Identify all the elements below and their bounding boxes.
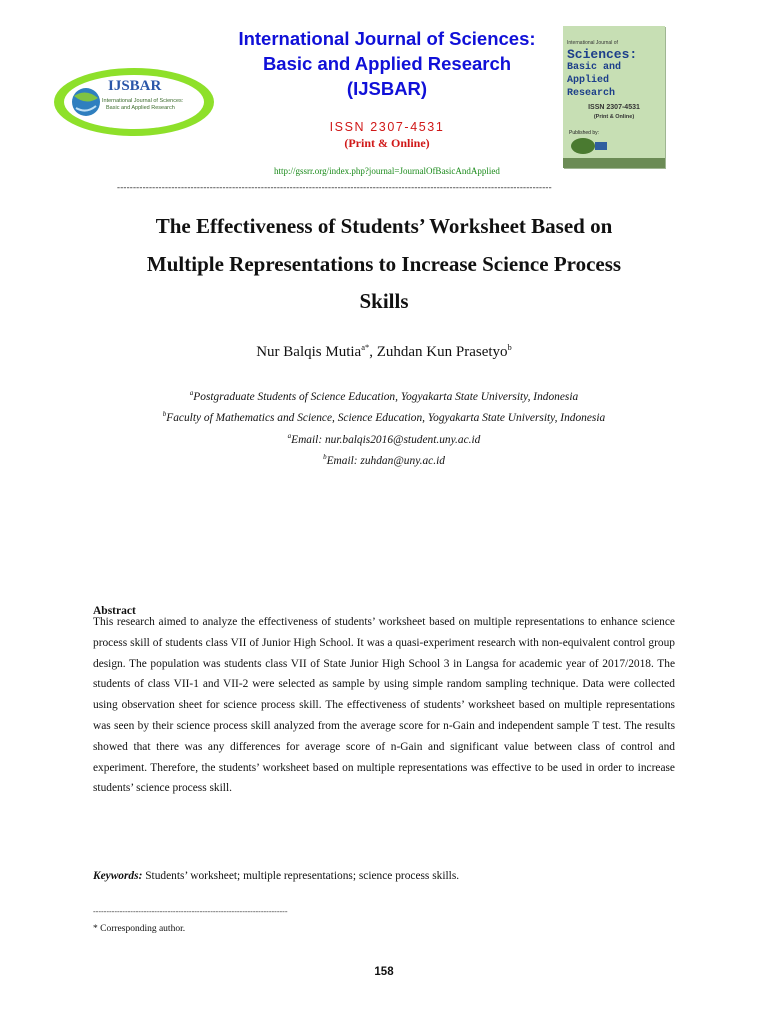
- affiliation-email: [100, 453, 668, 467]
- affiliation-marker: a: [189, 389, 194, 397]
- cover-published-by: Published by:: [569, 130, 600, 136]
- journal-logo: [52, 66, 216, 138]
- affiliation-text: Faculty of Mathematics and Science, Science Education, Yogyakarta State University, Indonesia: [166, 411, 606, 424]
- affiliation-marker: a: [287, 432, 292, 440]
- author-superscript: a*: [361, 342, 370, 352]
- cover-title-line-1: Sciences:: [567, 47, 638, 62]
- cover-small-text: International Journal of: [567, 40, 618, 46]
- paper-title-line-1: The Effectiveness of Students’ Worksheet Based on: [155, 214, 613, 238]
- journal-url[interactable]: http://gssrr.org/index.php?journal=JournalOfBasicAndApplied: [274, 166, 500, 176]
- print-online-label: (Print & Online): [344, 136, 430, 150]
- author-list: [100, 342, 668, 361]
- author-name: Nur Balqis Mutia: [256, 344, 362, 360]
- publisher-logo-icon: [569, 136, 609, 156]
- cover-print-online: (Print & Online): [593, 114, 635, 120]
- journal-title-line-1: International Journal of Sciences:: [238, 28, 536, 49]
- author-separator: ,: [369, 344, 377, 360]
- journal-title-line-2: Basic and Applied Research: [262, 53, 512, 74]
- affiliation-marker: b: [162, 410, 167, 418]
- page-number: 158: [374, 966, 394, 978]
- journal-title-line-3: (IJSBAR): [346, 78, 428, 99]
- cover-title-line-3: Research: [567, 88, 616, 99]
- logo-subtext-1: International Journal of Sciences:: [102, 98, 184, 104]
- affiliation-email: [100, 432, 668, 446]
- footnote-divider: -------------------------------------------------------------------------: [93, 908, 288, 916]
- journal-issn: ISSN 2307-4531: [329, 120, 445, 134]
- email-text[interactable]: Email: zuhdan@uny.ac.id: [326, 454, 445, 467]
- author-name: Zuhdan Kun Prasetyo: [376, 344, 508, 360]
- email-text[interactable]: Email: nur.balqis2016@student.uny.ac.id: [291, 433, 481, 446]
- abstract-body: This research aimed to analyze the effectiveness of students’ worksheet based on multiple representations to enhance science process skill of students class VII of Junior High School. It was a quasi-experiment research with non-equivalent control group design. The population was students class VII of State Junior High School 3 in Langsa for academic year of 2017/2018. The students of class VII-1 and VII-2 were selected as sample by using simple random sampling technique. Data were collected using observation sheet for science process skill. The effectiveness of students’ worksheet based on multiple representations was seen by their science process skill analyzed from the average score for n-Gain and independent sample T test. The results showed that there was any differences for average score of n-Gain and significant value between class of control and experiment. Therefore, the students’ worksheet based on multiple representations was effective to be used in order to increase students’ science process skill.: [93, 616, 675, 795]
- journal-title: [200, 26, 574, 101]
- logo-subtext-2: Basic and Applied Research: [106, 105, 175, 111]
- paper-title-line-2: Multiple Representations to Increase Science Process: [146, 251, 622, 276]
- logo-wordmark: IJSBAR: [108, 78, 162, 94]
- paper-title: [100, 208, 668, 321]
- header-divider: ----------------------------------------------------------------------------------------------------------------------------------------: [117, 183, 552, 191]
- abstract-heading: Abstract: [93, 605, 136, 617]
- affiliation-marker: b: [323, 453, 327, 461]
- keywords-label: Keywords:: [93, 870, 143, 882]
- keywords-text: Students’ worksheet; multiple representations; science process skills.: [142, 870, 460, 882]
- author-superscript: b: [507, 342, 512, 352]
- cover-title-line-2: Basic and Applied: [567, 62, 622, 86]
- affiliation-text: Postgraduate Students of Science Education, Yogyakarta State University, Indonesia: [193, 390, 579, 403]
- cover-issn: ISSN 2307-4531: [588, 104, 640, 111]
- cover-title: [567, 48, 661, 100]
- affiliation-line: [100, 389, 668, 403]
- keywords-line: [93, 870, 459, 882]
- paper-title-line-3: Skills: [359, 289, 409, 313]
- journal-cover-thumbnail: [563, 26, 665, 168]
- cover-footer-band: [563, 158, 665, 168]
- affiliation-line: [100, 410, 668, 424]
- corresponding-author-footnote: * Corresponding author.: [93, 924, 186, 934]
